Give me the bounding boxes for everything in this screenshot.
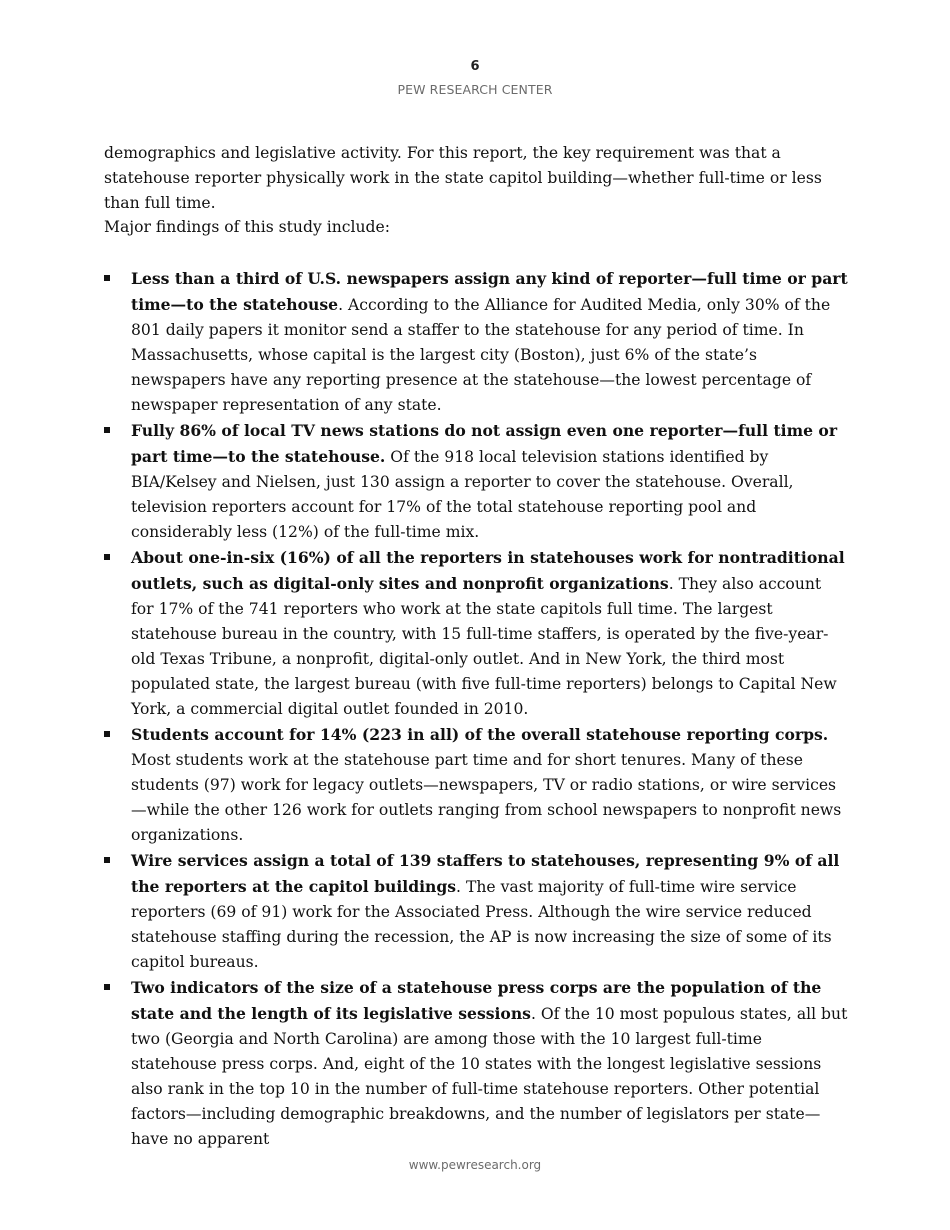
- square-bullet-icon: [104, 554, 110, 560]
- finding-text: . The vast majority of full-time wire service reporters (69 of 91) work for the Associated Press. Although the wire service reduced statehouse staffing during the recession, the AP is now increasing the size of some of its capitol bureaus.: [131, 878, 832, 971]
- findings-lead-in: Major findings of this study include:: [104, 218, 390, 236]
- finding-text: Most students work at the statehouse part time and for short tenures. Many of these students (97) work for legacy outlets—newspapers, TV or radio stations, or wire services—while the other 126 work for outlets ranging from school newspapers to nonprofit news organizations.: [131, 751, 842, 844]
- square-bullet-icon: [104, 984, 110, 990]
- finding-text: . They also account for 17% of the 741 reporters who work at the state capitols full time. The largest statehouse bureau in the country, with 15 full-time staffers, is operated by the five-year-old Texas Tribune, a nonprofit, digital-only outlet. And in New York, the third most populated state, the largest bureau (with five full-time reporters) belongs to Capital New York, a commercial digital outlet founded in 2010.: [131, 575, 837, 718]
- finding-headline: Fully 86% of local TV news stations do not assign even one reporter—full time or part time—to the statehouse.: [131, 421, 838, 466]
- finding-text: . According to the Alliance for Audited Media, only 30% of the 801 daily papers it monitor send a staffer to the statehouse for any period of time. In Massachusetts, whose capital is the largest city (Boston), just 6% of the state’s newspapers have any reporting presence at the statehouse—the lowest percentage of newspaper representation of any state.: [131, 296, 831, 414]
- intro-paragraph: demographics and legislative activity. For this report, the key requirement was that a statehouse reporter physically work in the state capitol building—whether full-time or less than full time.: [104, 144, 822, 212]
- finding-item: [104, 848, 848, 975]
- finding-item: [104, 545, 848, 722]
- finding-item: [104, 418, 848, 545]
- finding-headline: Two indicators of the size of a statehouse press corps are the population of the state and the length of its legislative sessions: [131, 978, 822, 1023]
- findings-list: [104, 266, 848, 1152]
- finding-text: . Of the 10 most populous states, all but two (Georgia and North Carolina) are among those with the 10 largest full-time statehouse press corps. And, eight of the 10 states with the longest legislative sessions also rank in the top 10 in the number of full-time statehouse reporters. Other potential factors—including demographic breakdowns, and the number of legislators per state—have no apparent: [131, 1005, 848, 1148]
- footer-website-link[interactable]: www.pewresearch.org: [408, 1158, 542, 1172]
- square-bullet-icon: [104, 731, 110, 737]
- square-bullet-icon: [104, 275, 110, 281]
- square-bullet-icon: [104, 427, 110, 433]
- organization-name: PEW RESEARCH CENTER: [397, 82, 553, 97]
- finding-item: [104, 722, 848, 848]
- finding-headline: About one-in-six (16%) of all the reporters in statehouses work for nontraditional outlets, such as digital-only sites and nonprofit organizations: [131, 548, 845, 593]
- finding-item: [104, 266, 848, 418]
- finding-item: [104, 975, 848, 1152]
- finding-headline: Less than a third of U.S. newspapers assign any kind of reporter—full time or part time—to the statehouse: [131, 269, 848, 314]
- finding-text: Of the 918 local television stations identified by BIA/Kelsey and Nielsen, just 130 assign a reporter to cover the statehouse. Overall, television reporters account for 17% of the total statehouse reporting pool and considerably less (12%) of the full-time mix.: [131, 448, 794, 541]
- finding-headline: Students account for 14% (223 in all) of the overall statehouse reporting corps.: [131, 725, 829, 744]
- page-number: 6: [470, 59, 480, 74]
- square-bullet-icon: [104, 857, 110, 863]
- finding-headline: Wire services assign a total of 139 staffers to statehouses, representing 9% of all the reporters at the capitol buildings: [131, 851, 840, 896]
